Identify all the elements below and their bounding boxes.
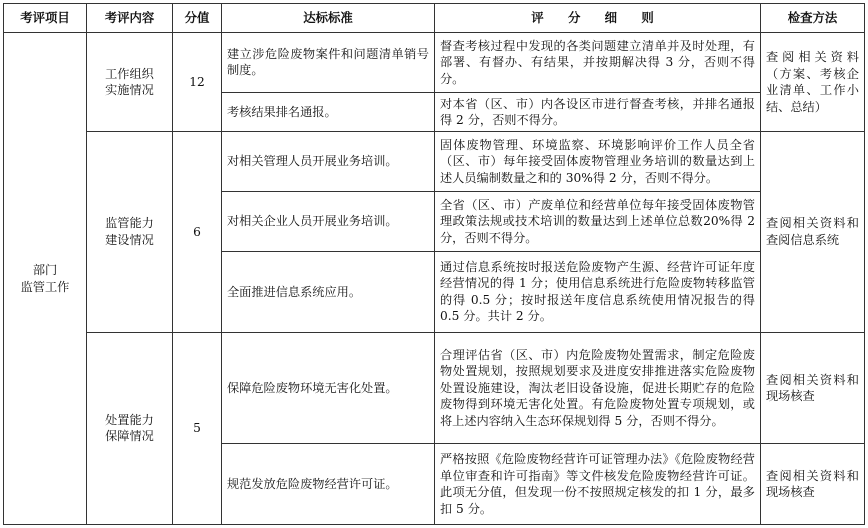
header-item: 考评项目 [4, 4, 87, 33]
content-cell: 监管能力 建设情况 [87, 132, 173, 332]
header-row [4, 4, 865, 33]
header-standard: 达标标准 [222, 4, 435, 33]
score-cell: 6 [173, 132, 222, 332]
standard-cell: 保障危险废物环境无害化处置。 [222, 332, 435, 444]
header-method: 检查方法 [761, 4, 865, 33]
content-cell: 工作组织 实施情况 [87, 33, 173, 132]
method-cell: 查阅相关资料（方案、考核企业清单、工作小结、总结） [761, 33, 865, 132]
method-cell: 查阅相关资料和现场核查 [761, 332, 865, 444]
score-cell: 12 [173, 33, 222, 132]
table-row [4, 132, 865, 192]
method-cell: 查阅相关资料和查阅信息系统 [761, 132, 865, 332]
evaluation-table [3, 3, 865, 525]
item-cell: 部门 监管工作 [4, 33, 87, 525]
header-detail: 评 分 细 则 [435, 4, 761, 33]
header-score: 分值 [173, 4, 222, 33]
table-row [4, 33, 865, 93]
standard-cell: 规范发放危险废物经营许可证。 [222, 444, 435, 525]
table-row [4, 332, 865, 444]
detail-cell: 合理评估省（区、市）内危险废物处置需求，制定危险废物处置规划，按照规划要求及进度安排推进落实危险废物处置设施建设，淘汰老旧设备设施，促进长期贮存的危险废物得到环境无害化处置。有危险废物处置专项规划，或将上述内容纳入生态环保规划得 5 分，否则不得分。 [435, 332, 761, 444]
method-cell: 查阅相关资料和现场核查 [761, 444, 865, 525]
detail-cell: 严格按照《危险废物经营许可证管理办法》《危险废物经营单位审查和许可指南》等文件核发危险废物经营许可证。此项无分值，但发现一份不按照规定核发的扣 1 分，最多扣 5 分。 [435, 444, 761, 525]
standard-cell: 建立涉危险废物案件和问题清单销号制度。 [222, 33, 435, 93]
standard-cell: 考核结果排名通报。 [222, 92, 435, 131]
detail-cell: 全省（区、市）产废单位和经营单位每年接受固体废物管理政策法规或技术培训的数量达到上述单位总数20%得 2 分，否则不得分。 [435, 192, 761, 252]
standard-cell: 对相关企业人员开展业务培训。 [222, 192, 435, 252]
standard-cell: 全面推进信息系统应用。 [222, 252, 435, 333]
detail-cell: 督查考核过程中发现的各类问题建立清单并及时处理，有部署、有督办、有结果，并按期解决得 3 分，否则不得分。 [435, 33, 761, 93]
detail-cell: 对本省（区、市）内各设区市进行督查考核，并排名通报得 2 分，否则不得分。 [435, 92, 761, 131]
detail-cell: 固体废物管理、环境监察、环境影响评价工作人员全省（区、市）每年接受固体废物管理业务培训的数量达到上述人员编制数量之和的 30%得 2 分，否则不得分。 [435, 132, 761, 192]
header-content: 考评内容 [87, 4, 173, 33]
detail-cell: 通过信息系统按时报送危险废物产生源、经营许可证年度经营情况的得 1 分；使用信息系统进行危险废物转移监管的得 0.5 分；按时报送年度信息系统使用情况报告的得 0.5 分。共计 2 分。 [435, 252, 761, 333]
content-cell: 处置能力 保障情况 [87, 332, 173, 524]
standard-cell: 对相关管理人员开展业务培训。 [222, 132, 435, 192]
score-cell: 5 [173, 332, 222, 524]
